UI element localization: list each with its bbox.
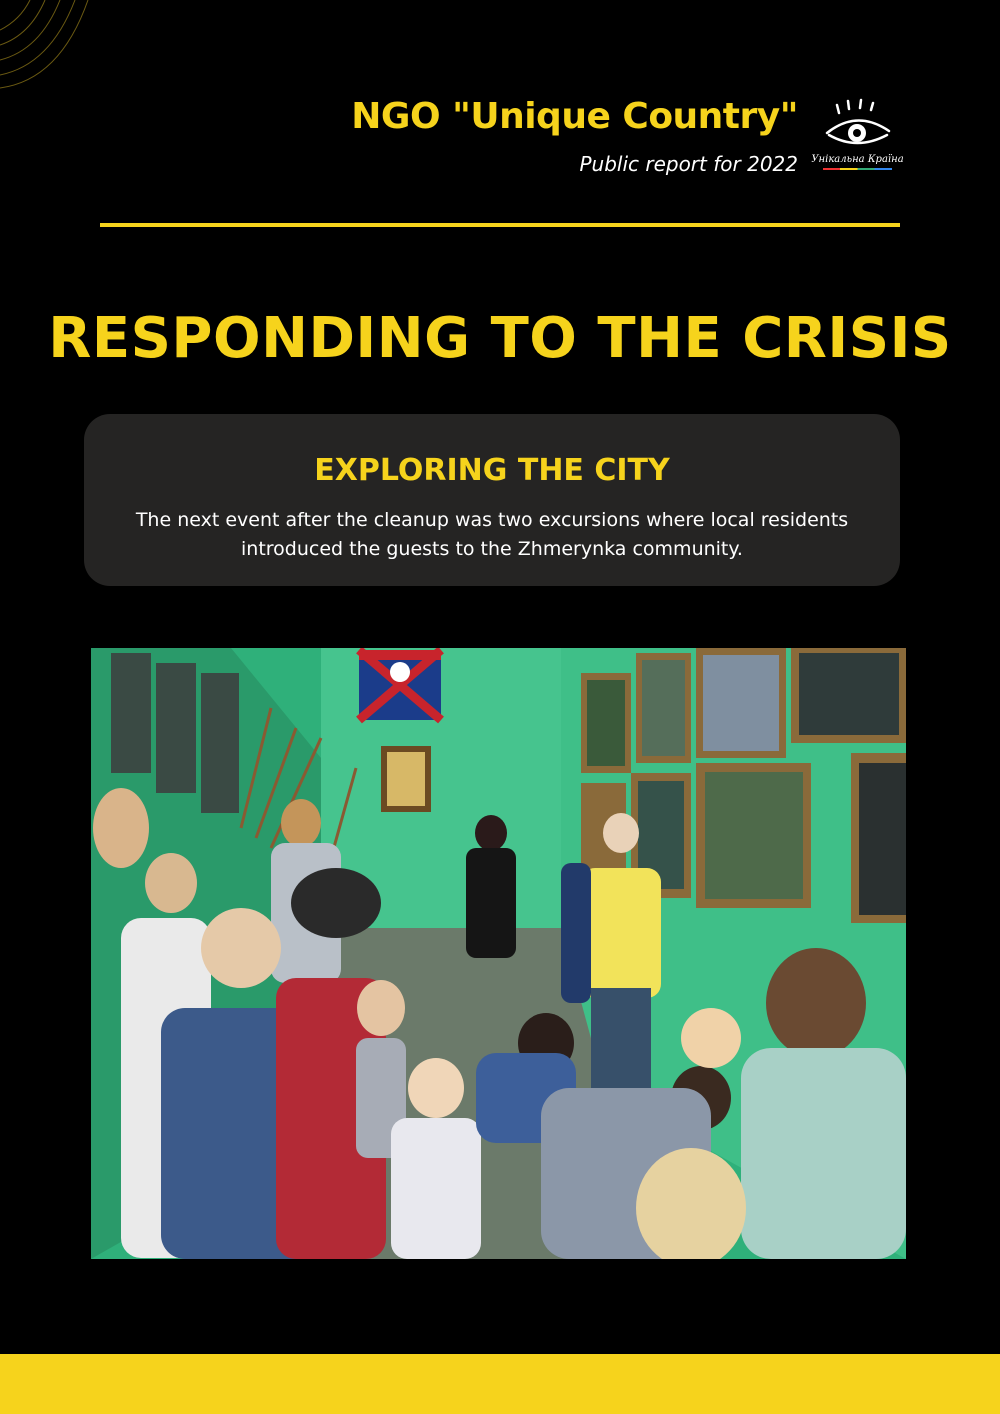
- section-heading: RESPONDING TO THE CRISIS: [48, 306, 952, 371]
- info-card: [84, 414, 900, 586]
- logo-text: Унікальна Країна: [811, 154, 904, 165]
- excursion-photo: [91, 648, 906, 1259]
- report-label: Public report for 2022: [579, 152, 798, 176]
- org-name: NGO "Unique Country": [351, 96, 798, 137]
- card-title: EXPLORING THE CITY: [314, 453, 670, 488]
- footer-bar: [0, 1354, 1000, 1414]
- org-logo: [805, 95, 910, 179]
- eye-logo-icon: [805, 95, 910, 179]
- logo-stripe: [823, 168, 892, 170]
- header-divider: [100, 223, 900, 227]
- corner-decoration: [0, 0, 90, 90]
- card-body: The next event after the cleanup was two excursions where local residents introduced the guests to the Zhmerynka community.: [135, 509, 849, 560]
